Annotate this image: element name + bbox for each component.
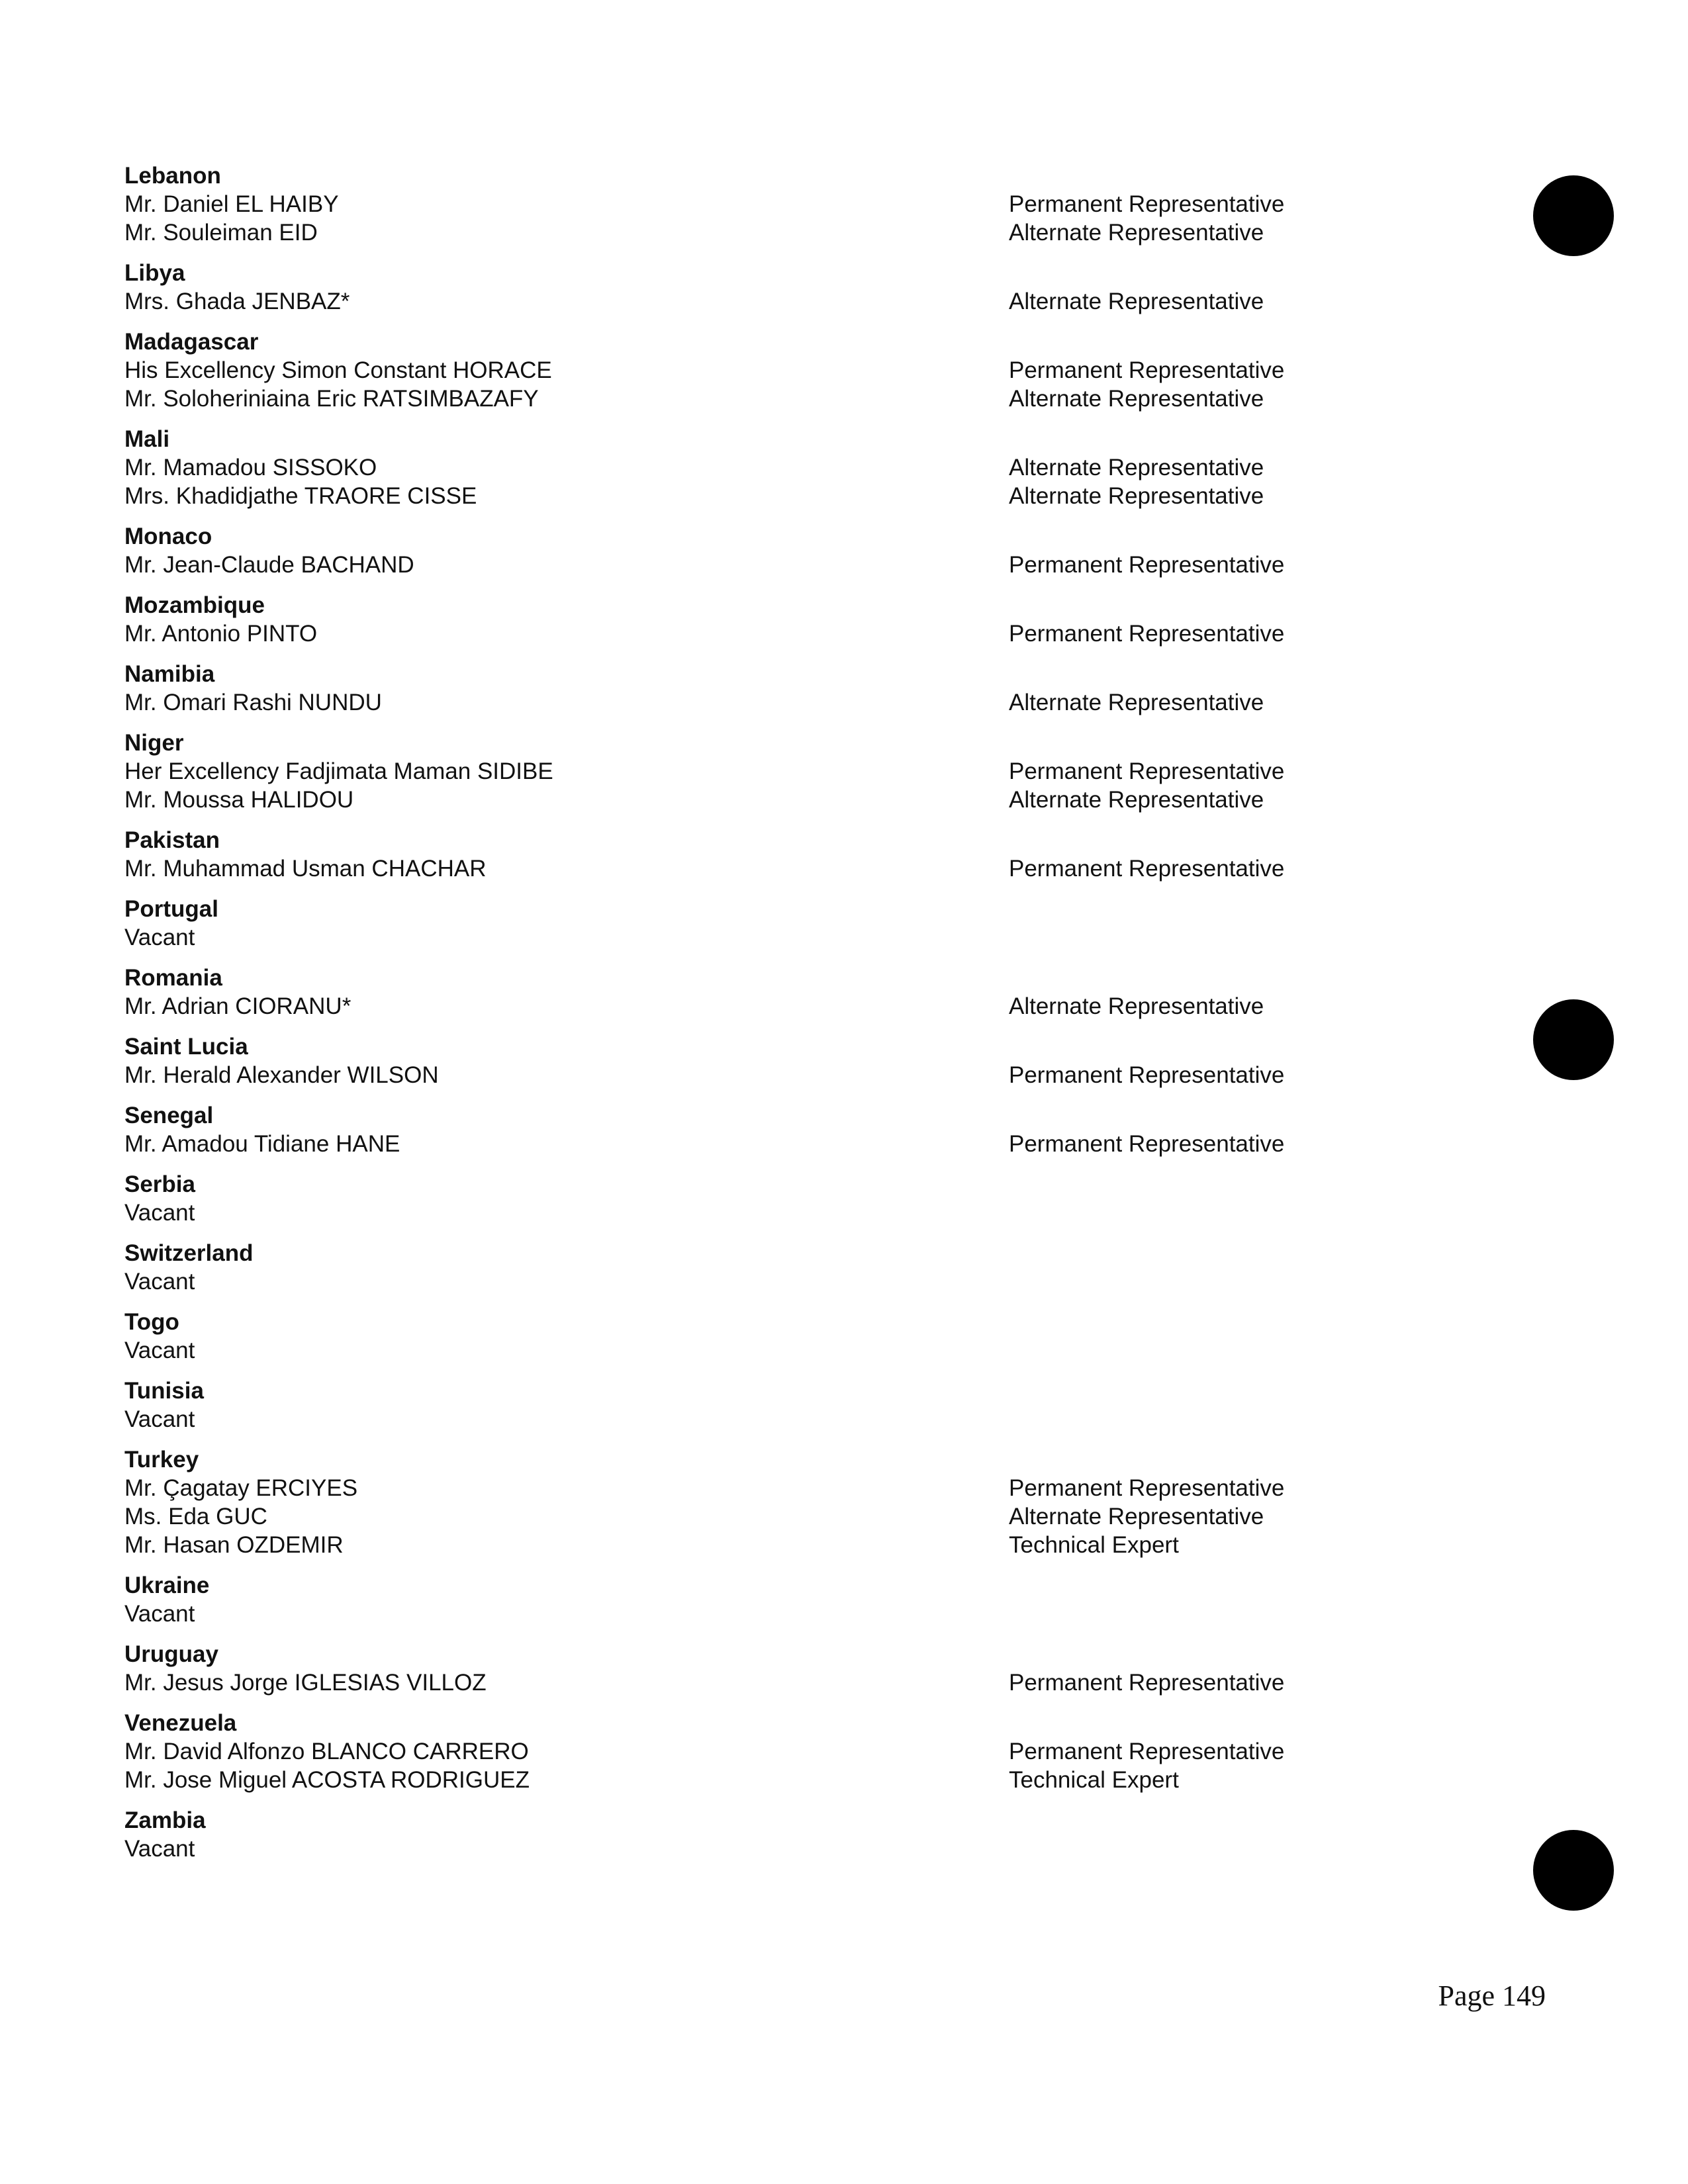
country-block bbox=[124, 425, 1515, 510]
member-row bbox=[124, 757, 1515, 786]
country-name: Venezuela bbox=[124, 1710, 237, 1736]
country-block bbox=[124, 1806, 1515, 1863]
member-role: Permanent Representative bbox=[1009, 1739, 1285, 1764]
country-name: Romania bbox=[124, 965, 222, 991]
country-block bbox=[124, 1640, 1515, 1697]
member-name: Vacant bbox=[124, 1269, 195, 1295]
member-row bbox=[124, 1835, 1515, 1863]
member-role: Alternate Representative bbox=[1009, 787, 1264, 813]
country-name: Zambia bbox=[124, 1807, 206, 1833]
member-role: Permanent Representative bbox=[1009, 1475, 1285, 1501]
member-row bbox=[124, 1502, 1515, 1531]
country-block bbox=[124, 826, 1515, 883]
member-row bbox=[124, 356, 1515, 385]
member-row bbox=[124, 1130, 1515, 1158]
member-role: Alternate Representative bbox=[1009, 690, 1264, 715]
member-row bbox=[124, 1668, 1515, 1697]
country-name: Serbia bbox=[124, 1171, 195, 1197]
member-name: Vacant bbox=[124, 1338, 195, 1363]
member-name: Vacant bbox=[124, 1200, 195, 1226]
member-name: Mr. Çagatay ERCIYES bbox=[124, 1475, 358, 1501]
member-row bbox=[124, 218, 1515, 247]
country-name: Togo bbox=[124, 1309, 179, 1335]
member-row bbox=[124, 1199, 1515, 1227]
member-name: Mr. Adrian CIORANU* bbox=[124, 993, 352, 1019]
country-name: Uruguay bbox=[124, 1641, 218, 1667]
member-name: Mr. Jean-Claude BACHAND bbox=[124, 552, 414, 578]
member-row bbox=[124, 1766, 1515, 1794]
member-role: Permanent Representative bbox=[1009, 621, 1285, 647]
member-row bbox=[124, 1267, 1515, 1296]
member-name: Mr. Muhammad Usman CHACHAR bbox=[124, 856, 487, 882]
country-block bbox=[124, 1239, 1515, 1296]
member-name: Vacant bbox=[124, 1406, 195, 1432]
member-role: Alternate Representative bbox=[1009, 220, 1264, 246]
member-role: Alternate Representative bbox=[1009, 483, 1264, 509]
member-name: Mr. Mamadou SISSOKO bbox=[124, 455, 377, 480]
country-name: Monaco bbox=[124, 523, 212, 549]
member-row bbox=[124, 1531, 1515, 1559]
member-row bbox=[124, 1405, 1515, 1433]
country-block bbox=[124, 328, 1515, 413]
country-block bbox=[124, 1101, 1515, 1158]
country-block bbox=[124, 1445, 1515, 1559]
punch-hole-top bbox=[1533, 175, 1614, 256]
member-row bbox=[124, 1737, 1515, 1766]
member-role: Alternate Representative bbox=[1009, 1504, 1264, 1529]
country-name: Senegal bbox=[124, 1103, 214, 1128]
member-role: Alternate Representative bbox=[1009, 386, 1264, 412]
member-role: Alternate Representative bbox=[1009, 289, 1264, 314]
country-block bbox=[124, 522, 1515, 579]
country-name: Pakistan bbox=[124, 827, 220, 853]
member-row bbox=[124, 786, 1515, 814]
country-block bbox=[124, 895, 1515, 952]
country-name: Tunisia bbox=[124, 1378, 204, 1404]
member-name: Vacant bbox=[124, 1836, 195, 1862]
country-block bbox=[124, 1709, 1515, 1794]
member-row bbox=[124, 1600, 1515, 1628]
punch-hole-middle bbox=[1533, 999, 1614, 1080]
country-name: Niger bbox=[124, 730, 184, 756]
member-row bbox=[124, 923, 1515, 952]
member-role: Permanent Representative bbox=[1009, 1062, 1285, 1088]
country-name: Mozambique bbox=[124, 592, 265, 618]
member-name: His Excellency Simon Constant HORACE bbox=[124, 357, 552, 383]
country-name: Mali bbox=[124, 426, 170, 452]
member-row bbox=[124, 385, 1515, 413]
member-row bbox=[124, 287, 1515, 316]
member-role: Alternate Representative bbox=[1009, 993, 1264, 1019]
member-name: Mr. Soloheriniaina Eric RATSIMBAZAFY bbox=[124, 386, 539, 412]
member-row bbox=[124, 992, 1515, 1021]
country-name: Ukraine bbox=[124, 1572, 210, 1598]
member-role: Permanent Representative bbox=[1009, 758, 1285, 784]
country-block bbox=[124, 1032, 1515, 1089]
member-role: Technical Expert bbox=[1009, 1532, 1179, 1558]
member-name: Mr. David Alfonzo BLANCO CARRERO bbox=[124, 1739, 529, 1764]
country-block bbox=[124, 161, 1515, 247]
member-row bbox=[124, 688, 1515, 717]
member-row bbox=[124, 854, 1515, 883]
member-name: Mr. Jose Miguel ACOSTA RODRIGUEZ bbox=[124, 1767, 530, 1793]
member-name: Mr. Moussa HALIDOU bbox=[124, 787, 354, 813]
member-role: Permanent Representative bbox=[1009, 191, 1285, 217]
member-row bbox=[124, 551, 1515, 579]
member-role: Permanent Representative bbox=[1009, 1670, 1285, 1696]
member-name: Mrs. Ghada JENBAZ* bbox=[124, 289, 350, 314]
country-name: Libya bbox=[124, 260, 185, 286]
country-block bbox=[124, 1571, 1515, 1628]
member-name: Mr. Omari Rashi NUNDU bbox=[124, 690, 382, 715]
member-row bbox=[124, 190, 1515, 218]
delegation-roster bbox=[124, 161, 1515, 1875]
country-block bbox=[124, 660, 1515, 717]
member-role: Permanent Representative bbox=[1009, 856, 1285, 882]
member-role: Technical Expert bbox=[1009, 1767, 1179, 1793]
member-row bbox=[124, 1061, 1515, 1089]
member-name: Ms. Eda GUC bbox=[124, 1504, 267, 1529]
punch-hole-bottom bbox=[1533, 1830, 1614, 1911]
country-block bbox=[124, 1170, 1515, 1227]
member-row bbox=[124, 482, 1515, 510]
country-block bbox=[124, 259, 1515, 316]
member-row bbox=[124, 453, 1515, 482]
member-role: Permanent Representative bbox=[1009, 357, 1285, 383]
member-name: Mr. Daniel EL HAIBY bbox=[124, 191, 339, 217]
member-name: Vacant bbox=[124, 925, 195, 950]
member-role: Permanent Representative bbox=[1009, 1131, 1285, 1157]
country-name: Lebanon bbox=[124, 163, 221, 189]
member-name: Mr. Herald Alexander WILSON bbox=[124, 1062, 439, 1088]
member-name: Vacant bbox=[124, 1601, 195, 1627]
country-name: Switzerland bbox=[124, 1240, 254, 1266]
country-name: Madagascar bbox=[124, 329, 259, 355]
country-block bbox=[124, 1308, 1515, 1365]
page-number: Page 149 bbox=[1438, 1979, 1546, 2012]
country-name: Portugal bbox=[124, 896, 218, 922]
member-name: Mrs. Khadidjathe TRAORE CISSE bbox=[124, 483, 477, 509]
member-name: Her Excellency Fadjimata Maman SIDIBE bbox=[124, 758, 553, 784]
country-name: Namibia bbox=[124, 661, 215, 687]
country-name: Turkey bbox=[124, 1447, 199, 1473]
country-block bbox=[124, 591, 1515, 648]
member-name: Mr. Souleiman EID bbox=[124, 220, 318, 246]
member-row bbox=[124, 1336, 1515, 1365]
member-row bbox=[124, 619, 1515, 648]
country-block bbox=[124, 964, 1515, 1021]
country-block bbox=[124, 1377, 1515, 1433]
member-name: Mr. Jesus Jorge IGLESIAS VILLOZ bbox=[124, 1670, 487, 1696]
member-name: Mr. Amadou Tidiane HANE bbox=[124, 1131, 400, 1157]
country-block bbox=[124, 729, 1515, 814]
member-name: Mr. Hasan OZDEMIR bbox=[124, 1532, 344, 1558]
member-role: Alternate Representative bbox=[1009, 455, 1264, 480]
member-row bbox=[124, 1474, 1515, 1502]
country-name: Saint Lucia bbox=[124, 1034, 248, 1060]
member-name: Mr. Antonio PINTO bbox=[124, 621, 318, 647]
member-role: Permanent Representative bbox=[1009, 552, 1285, 578]
